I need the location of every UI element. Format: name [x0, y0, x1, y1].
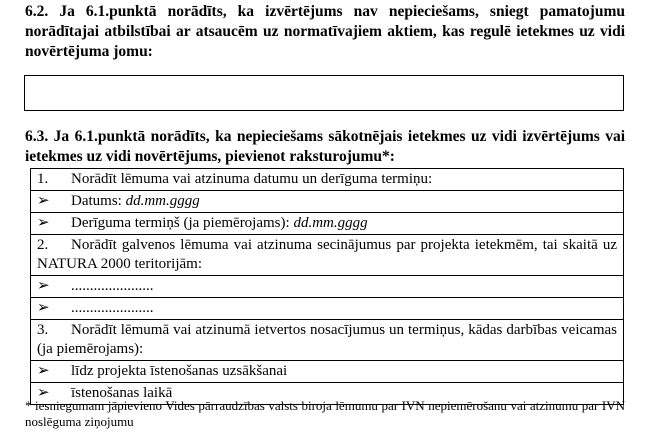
row-value: dd.mm.gggg: [293, 215, 368, 231]
item-number: 1.: [37, 171, 49, 187]
row-text: Norādīt lēmuma vai atzinuma datumu un derīguma termiņu:: [71, 171, 433, 187]
section-6-3-heading: 6.3. Ja 6.1.punktā norādīts, ka nepieciešams sākotnējais ietekmes uz vidi izvērtējums vai ietekmes uz vidi novērtējums, pievienot raksturojumu*:: [25, 128, 625, 165]
table-cell[interactable]: [31, 235, 624, 276]
footnote: * iesniegumam jāpievieno Vides pārraudzības valsts biroja lēmumu par IVN nepiemērošanu vai atzinumu par IVN noslēguma ziņojumu: [25, 398, 625, 429]
table-cell[interactable]: [31, 298, 624, 320]
table-cell[interactable]: [31, 169, 624, 191]
table-cell[interactable]: [31, 361, 624, 383]
arrow-bullet-icon: ➢: [37, 385, 50, 401]
section-6-2-heading: 6.2. Ja 6.1.punktā norādīts, ka izvērtējums nav nepieciešams, sniegt pamatojumu norādītajai atbilstībai ar atsaucēm uz normatīvajiem aktiem, kas regulē ietekmes uz vidi novērtējuma jomu:: [25, 3, 625, 60]
item-number: 3.: [37, 322, 49, 338]
row-text: ......................: [71, 300, 154, 316]
section-6-2-answer-field[interactable]: [24, 75, 624, 111]
table-cell[interactable]: [31, 213, 624, 235]
row-text: Derīguma termiņš (ja piemērojams):: [71, 215, 294, 231]
item-number: 2.: [37, 237, 49, 253]
row-text: Datums:: [71, 193, 126, 209]
table-cell[interactable]: [31, 191, 624, 213]
row-text: līdz projekta īstenošanas uzsākšanai: [71, 363, 288, 379]
table-row: [31, 213, 624, 235]
characteristics-table: [30, 168, 624, 405]
row-text: īstenošanas laikā: [71, 385, 173, 401]
table-cell[interactable]: [31, 320, 624, 361]
arrow-bullet-icon: ➢: [37, 215, 50, 231]
row-text: Norādīt galvenos lēmuma vai atzinuma secinājumus par projekta ietekmēm, tai skaitā uz NATURA 2000 teritorijām:: [37, 237, 617, 272]
row-text: Norādīt lēmumā vai atzinumā ietvertos nosacījumus un termiņus, kādas darbības veicamas (ja piemērojams):: [37, 322, 617, 357]
row-text: ......................: [71, 278, 154, 294]
table-row: [31, 169, 624, 191]
arrow-bullet-icon: ➢: [37, 300, 50, 316]
arrow-bullet-icon: ➢: [37, 363, 50, 379]
arrow-bullet-icon: ➢: [37, 193, 50, 209]
table-row: [31, 298, 624, 320]
arrow-bullet-icon: ➢: [37, 278, 50, 294]
table-row: [31, 191, 624, 213]
table-row: [31, 235, 624, 276]
table-row: [31, 361, 624, 383]
row-value: dd.mm.gggg: [125, 193, 200, 209]
table-row: [31, 276, 624, 298]
table-cell[interactable]: [31, 276, 624, 298]
table-row: [31, 320, 624, 361]
